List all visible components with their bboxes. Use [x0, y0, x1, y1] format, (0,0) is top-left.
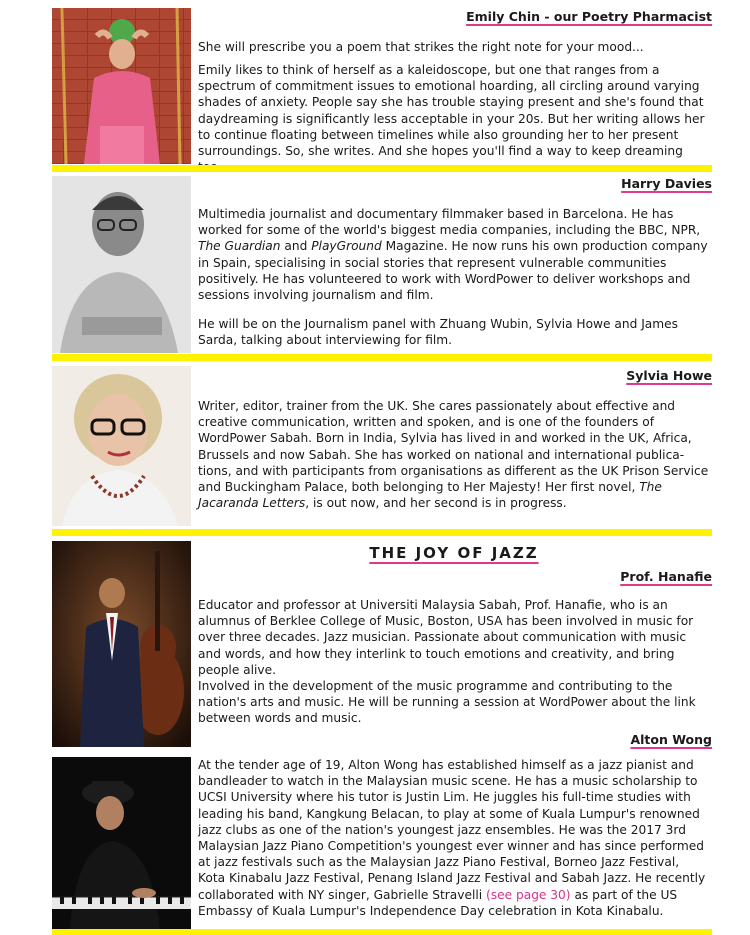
sylvia-howe-bio: Writer, editor, trainer from the UK. She cares passionately about effective and creative communication, written and spoken, and is one of the founders of WordPower Sabah. Born in India, Sylvia has lived in and worked in the UK, Africa, Brussels and now Sabah. She has worked on national and international publica-tions, and with participants from organisations as different as the UK Prison Service and Buckingham Palace, both belonging to Her Majesty! Her first novel, The Jacaranda Letters, is out now, and her second is in progress.	[198, 399, 709, 511]
see-page-30-link[interactable]: (see page 30)	[486, 887, 571, 902]
alton-wong-name: Alton Wong	[630, 732, 712, 747]
alton-wong-photo	[52, 757, 191, 929]
harry-davies-name: Harry Davies	[621, 176, 712, 191]
emily-chin-bio: Emily likes to think of herself as a kaleidoscope, but one that ranges from a spectrum of commitment issues to emotional hoarding, all circling around varying shades of anxiety. People say she has trouble staying present and she's found that daydreaming is significantly less acceptable in your 20s. But her writing allows her to continue floating between timelines while also grounding her to her present surroundings. So, she writes. And she hopes you'll find a way to keep dreaming	[198, 63, 705, 159]
yellow-divider	[52, 165, 712, 172]
emily-chin-name: Emily Chin - our Poetry Pharmacist	[466, 9, 712, 24]
harry-davies-photo	[52, 176, 191, 353]
prof-hanafie-bio: Educator and professor at Universiti Malaysia Sabah, Prof. Hanafie, who is an alumnus of Berklee College of Music, Boston, USA has been involved in music for over three decades. Jazz musician. Passionate about communication with music and words, and how they interlink to touch emotions and creativity, and bring people alive.	[198, 598, 694, 677]
prof-hanafie-name: Prof. Hanafie	[620, 569, 712, 584]
emily-chin-photo	[52, 8, 191, 164]
section-title-joy-of-jazz: THE JOY OF JAZZ	[369, 544, 539, 562]
prof-hanafie-photo	[52, 541, 191, 747]
sylvia-howe-photo	[52, 366, 191, 526]
alton-wong-bio: At the tender age of 19, Alton Wong has established himself as a jazz pianist and bandleader to watch in the Malaysian music scene. He has a music scholarship to UCSI University where his tutor is Justin Lim. He juggles his full-time studies with leading his band, Kangkung Belacan, to play at some of Kuala Lumpur's renowned jazz clubs as one of the nation's youngest jazz ensembles. He was the 2017 3rd Malaysian Jazz Piano Competition's youngest ever winner and has since performed at jazz festivals such as the Malaysian Jazz Piano Festival, Borneo Jazz Festival, Kota Kinabalu Jazz Festival, Penang Island Jazz Festival and Sabah Jazz. He recently collaborated with NY singer, Gabrielle Stravelli (see page 30) as part of the US Embassy of Kuala Lumpur's Independence Day celebration in Kota Kinabalu.	[198, 758, 706, 918]
sylvia-howe-name: Sylvia Howe	[626, 368, 712, 383]
yellow-divider	[52, 354, 712, 361]
prof-hanafie-involvement: Involved in the development of the music programme and contributing to the nation's arts and music. He will be running a session at WordPower about the link between words and music.	[198, 679, 696, 726]
harry-davies-panel: He will be on the Journalism panel with Zhuang Wubin, Sylvia Howe and James Sarda, talking about interviewing for film.	[198, 317, 678, 348]
emily-chin-tagline: She will prescribe you a poem that strikes the right note for your mood...	[198, 40, 644, 54]
yellow-divider	[52, 929, 712, 935]
harry-davies-bio: Multimedia journalist and documentary filmmaker based in Barcelona. He has worked for some of the world's biggest media companies, including the BBC, NPR, The Guardian and PlayGround Magazine. He now runs his own production company in Spain, specialising in social stories that represent vulnerable communities positively. He has volunteered to work with WordPower to deliver workshops and sessions involving journalism and film.	[198, 207, 708, 303]
yellow-divider	[52, 529, 712, 536]
